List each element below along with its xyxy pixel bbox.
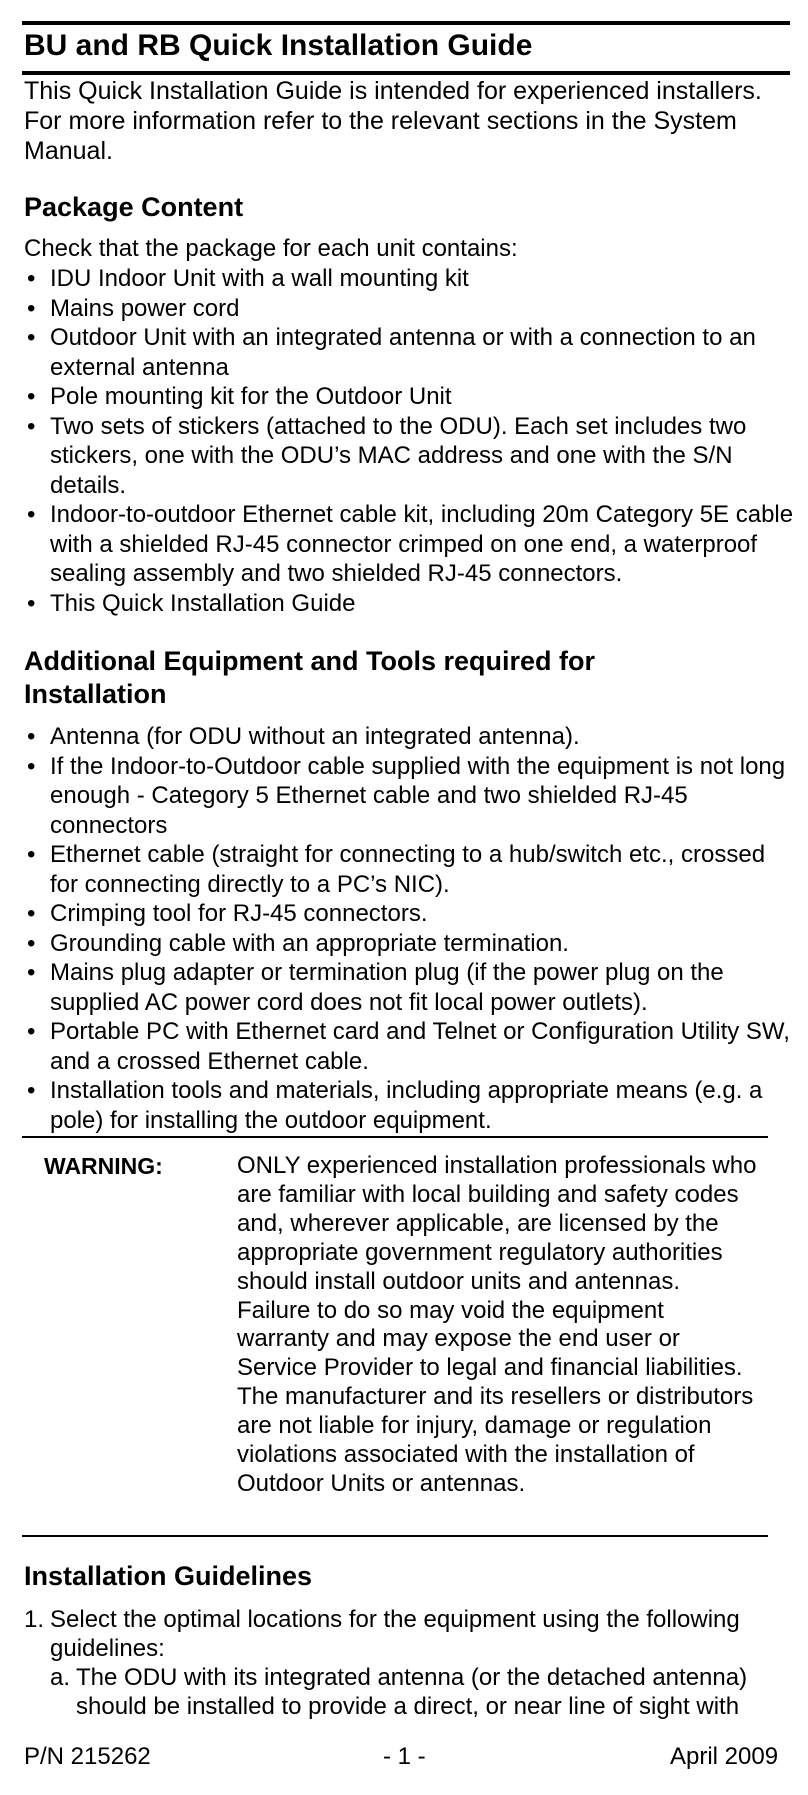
installation-guidelines-heading: Installation Guidelines — [24, 1561, 313, 1591]
bullet-icon: • — [27, 501, 36, 528]
list-item-text: Grounding cable with an appropriate termination. — [50, 929, 569, 957]
page-title: BU and RB Quick Installation Guide — [24, 29, 533, 62]
list-item-text: This Quick Installation Guide — [50, 589, 356, 617]
warning-label: WARNING: — [44, 1153, 163, 1179]
sub-step-text: The ODU with its integrated antenna (or the detached antenna) should be installed to provide a direct, or near line of sight with — [76, 1664, 748, 1720]
list-item — [24, 1076, 794, 1135]
list-item — [24, 958, 794, 1017]
warning-text: ONLY experienced installation professionals who are familiar with local building and safety codes and, wherever applicable, are licensed by the appropriate government regulatory authorities should install outdoor units and antennas. Failure to do so may void the equipment warranty and may expose the end user or Service Provider to legal and financial liabilities. The manufacturer and its resellers or distributors are not liable for injury, damage or regulation violations associated with the installation of Outdoor Units or antennas. — [237, 1152, 757, 1497]
list-item-text: Pole mounting kit for the Outdoor Unit — [50, 383, 452, 410]
title-bottom-rule — [22, 71, 790, 75]
bullet-icon: • — [27, 900, 36, 927]
footer-page-number: - 1 - — [383, 1743, 426, 1770]
list-item — [24, 412, 794, 501]
list-item — [24, 1017, 794, 1076]
list-item — [24, 500, 794, 589]
warning-top-rule — [22, 1136, 768, 1138]
package-lead: Check that the package for each unit contains: — [24, 235, 518, 262]
package-content-heading: Package Content — [24, 192, 244, 222]
footer-part-number: P/N 215262 — [24, 1743, 151, 1770]
bullet-icon: • — [27, 929, 36, 957]
title-top-rule — [22, 21, 790, 25]
list-item — [24, 840, 794, 899]
bullet-icon: • — [27, 324, 36, 351]
list-item — [24, 899, 794, 929]
list-item-text: Outdoor Unit with an integrated antenna or with a connection to an external antenna — [50, 324, 756, 381]
list-item-text: Indoor-to-outdoor Ethernet cable kit, including 20m Category 5E cable with a shielded RJ-45 connector crimped on one end, a waterproof sealing assembly and two shielded RJ-45 connectors. — [50, 501, 794, 587]
bullet-icon: • — [27, 589, 36, 617]
list-item-text: Installation tools and materials, including appropriate means (e.g. a pole) for installing the outdoor equipment. — [50, 1077, 763, 1134]
list-item — [24, 722, 794, 752]
warning-bottom-rule — [22, 1535, 768, 1537]
sub-steps — [50, 1663, 794, 1721]
list-item-text: Two sets of stickers (attached to the ODU). Each set includes two stickers, one with the ODU’s MAC address and one with the S/N details. — [50, 412, 747, 499]
list-item-text: IDU Indoor Unit with a wall mounting kit — [50, 265, 469, 292]
sub-step-item — [50, 1663, 794, 1721]
step-text: Select the optimal locations for the equipment using the following guidelines: — [50, 1606, 740, 1662]
bullet-icon: • — [27, 841, 36, 868]
sub-step-letter: a. — [50, 1664, 71, 1691]
bullet-icon: • — [27, 1018, 36, 1045]
list-item-text: Portable PC with Ethernet card and Telnet or Configuration Utility SW, and a crossed Ethernet cable. — [50, 1018, 790, 1075]
additional-equipment-heading: Additional Equipment and Tools required for Installation — [24, 646, 595, 709]
bullet-icon: • — [27, 723, 36, 750]
list-item-text: Crimping tool for RJ-45 connectors. — [50, 900, 428, 927]
additional-equipment-list — [24, 722, 794, 1135]
list-item-text: Antenna (for ODU without an integrated antenna). — [50, 723, 580, 750]
list-item-text: Mains power cord — [50, 294, 240, 322]
list-item — [24, 264, 794, 294]
bullet-icon: • — [27, 959, 36, 986]
footer-date: April 2009 — [670, 1743, 779, 1770]
package-list — [24, 264, 794, 618]
installation-steps — [24, 1605, 794, 1721]
step-item — [24, 1605, 794, 1721]
list-item — [24, 294, 794, 324]
list-item-text: Ethernet cable (straight for connecting to a hub/switch etc., crossed for connecting directly to a PC’s NIC). — [50, 841, 766, 898]
bullet-icon: • — [27, 294, 36, 322]
list-item-text: If the Indoor-to-Outdoor cable supplied with the equipment is not long enough - Category 5 Ethernet cable and two shielded RJ-45 connectors — [50, 752, 786, 839]
intro-paragraph: This Quick Installation Guide is intended for experienced installers. For more information refer to the relevant sections in the System Manual. — [24, 77, 762, 165]
bullet-icon: • — [27, 1077, 36, 1104]
bullet-icon: • — [27, 412, 36, 440]
list-item — [24, 929, 794, 959]
bullet-icon: • — [27, 383, 36, 410]
bullet-icon: • — [27, 752, 36, 780]
list-item — [24, 323, 794, 382]
list-item — [24, 382, 794, 412]
bullet-icon: • — [27, 265, 36, 292]
step-number: 1. — [24, 1606, 45, 1633]
list-item-text: Mains plug adapter or termination plug (if the power plug on the supplied AC power cord does not fit local power outlets). — [50, 959, 724, 1016]
list-item — [24, 752, 794, 841]
list-item — [24, 589, 794, 619]
